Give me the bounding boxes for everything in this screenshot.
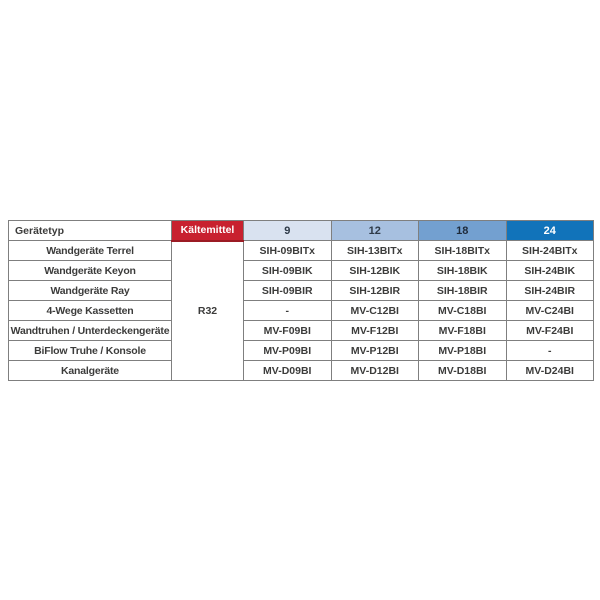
model-cell: MV-P09BI — [244, 341, 332, 361]
model-cell: SIH-18BITx — [419, 241, 507, 261]
table-row — [9, 321, 594, 341]
model-cell: SIH-24BIK — [506, 261, 594, 281]
table-row — [9, 241, 594, 261]
model-cell: MV-C12BI — [331, 301, 419, 321]
model-cell: SIH-24BITx — [506, 241, 594, 261]
size-header-12: 12 — [331, 221, 419, 241]
model-cell: - — [244, 301, 332, 321]
row-label: Wandgeräte Ray — [9, 281, 172, 301]
product-model-table — [8, 220, 594, 381]
model-cell: MV-D24BI — [506, 361, 594, 381]
model-cell: MV-D09BI — [244, 361, 332, 381]
model-cell: SIH-24BIR — [506, 281, 594, 301]
model-cell: MV-D18BI — [419, 361, 507, 381]
table-row — [9, 361, 594, 381]
size-header-9: 9 — [244, 221, 332, 241]
row-label: Kanalgeräte — [9, 361, 172, 381]
row-label: Wandtruhen / Unterdeckengeräte — [9, 321, 172, 341]
refrigerant-value-cell: R32 — [172, 241, 244, 381]
table-row — [9, 281, 594, 301]
size-header-18: 18 — [419, 221, 507, 241]
model-cell: SIH-09BIK — [244, 261, 332, 281]
table-row — [9, 261, 594, 281]
size-header-24: 24 — [506, 221, 594, 241]
model-cell: MV-P12BI — [331, 341, 419, 361]
model-cell: SIH-09BITx — [244, 241, 332, 261]
model-cell: SIH-12BIK — [331, 261, 419, 281]
row-label: Wandgeräte Keyon — [9, 261, 172, 281]
table-row — [9, 341, 594, 361]
model-cell: SIH-18BIK — [419, 261, 507, 281]
model-cell: SIH-13BITx — [331, 241, 419, 261]
refrigerant-header: Kältemittel — [172, 221, 244, 241]
model-cell: MV-F09BI — [244, 321, 332, 341]
model-cell: MV-F24BI — [506, 321, 594, 341]
row-label: 4-Wege Kassetten — [9, 301, 172, 321]
model-cell: MV-F12BI — [331, 321, 419, 341]
model-cell: MV-C18BI — [419, 301, 507, 321]
model-cell: MV-P18BI — [419, 341, 507, 361]
model-cell: SIH-18BIR — [419, 281, 507, 301]
model-cell: SIH-09BIR — [244, 281, 332, 301]
table-row — [9, 301, 594, 321]
model-cell: MV-C24BI — [506, 301, 594, 321]
model-cell: - — [506, 341, 594, 361]
header-row — [9, 221, 594, 241]
model-cell: SIH-12BIR — [331, 281, 419, 301]
row-label: Wandgeräte Terrel — [9, 241, 172, 261]
device-type-header: Gerätetyp — [9, 221, 172, 241]
row-label: BiFlow Truhe / Konsole — [9, 341, 172, 361]
model-cell: MV-D12BI — [331, 361, 419, 381]
model-cell: MV-F18BI — [419, 321, 507, 341]
